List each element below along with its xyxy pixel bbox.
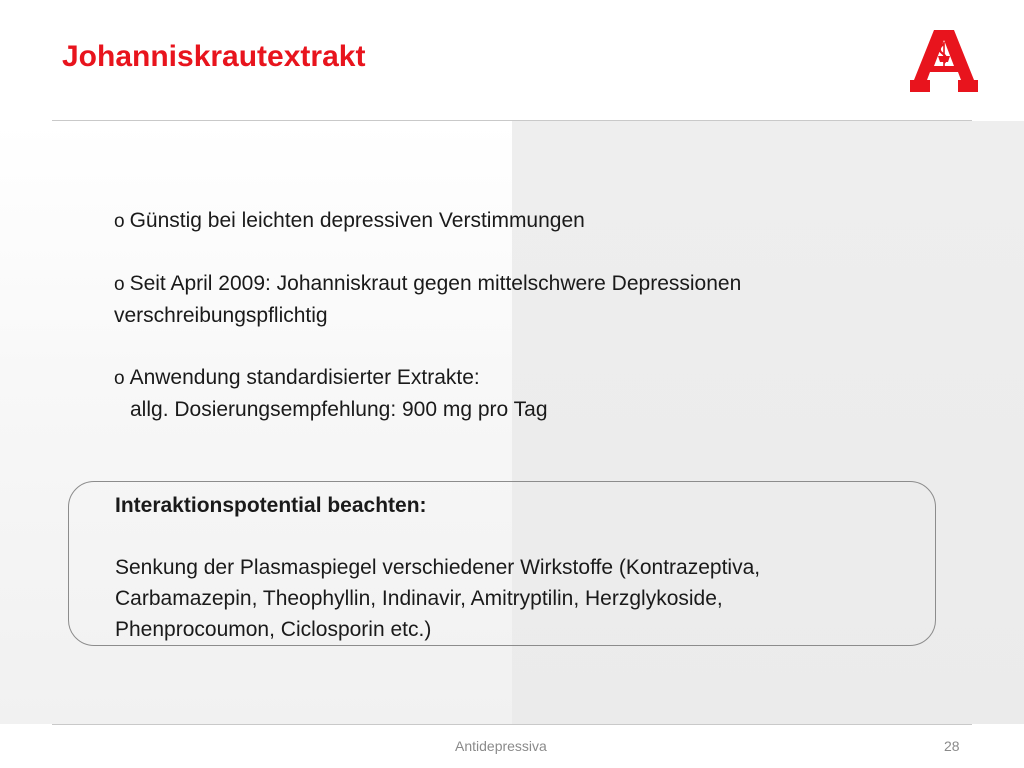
bullet-text: Anwendung standardisierter Extrakte: <box>129 366 480 389</box>
bullet-text: Seit April 2009: Johanniskraut gegen mittelschwere Depressionen <box>129 272 742 295</box>
bullet-mark: o <box>114 274 125 295</box>
interaction-warning-box <box>68 481 936 646</box>
warning-box-line: Senkung der Plasmaspiegel verschiedener Wirkstoffe (Kontrazeptiva, <box>115 556 761 579</box>
bullet-item <box>114 362 934 425</box>
warning-box-line: Carbamazepin, Theophyllin, Indinavir, Amitryptilin, Herzglykoside, <box>115 587 723 610</box>
bullet-text: Günstig bei leichten depressiven Verstimmungen <box>129 209 585 232</box>
warning-box-content <box>115 490 925 645</box>
footer-divider <box>52 724 972 725</box>
bullet-list <box>114 205 934 456</box>
bullet-item <box>114 268 934 331</box>
bullet-mark: o <box>114 211 125 232</box>
bullet-item <box>114 205 934 237</box>
warning-box-heading: Interaktionspotential beachten: <box>115 494 427 517</box>
bullet-mark: o <box>114 368 125 389</box>
warning-box-line: Phenprocoumon, Ciclosporin etc.) <box>115 618 432 641</box>
footer-label: Antidepressiva <box>455 738 547 754</box>
slide-title: Johanniskrautextrakt <box>62 40 366 73</box>
page-number: 28 <box>944 738 960 754</box>
bullet-continuation: verschreibungspflichtig <box>114 304 328 327</box>
bullet-continuation: allg. Dosierungsempfehlung: 900 mg pro Tag <box>130 398 548 421</box>
apotheke-a-logo-icon <box>908 26 980 98</box>
header-divider <box>52 120 972 121</box>
